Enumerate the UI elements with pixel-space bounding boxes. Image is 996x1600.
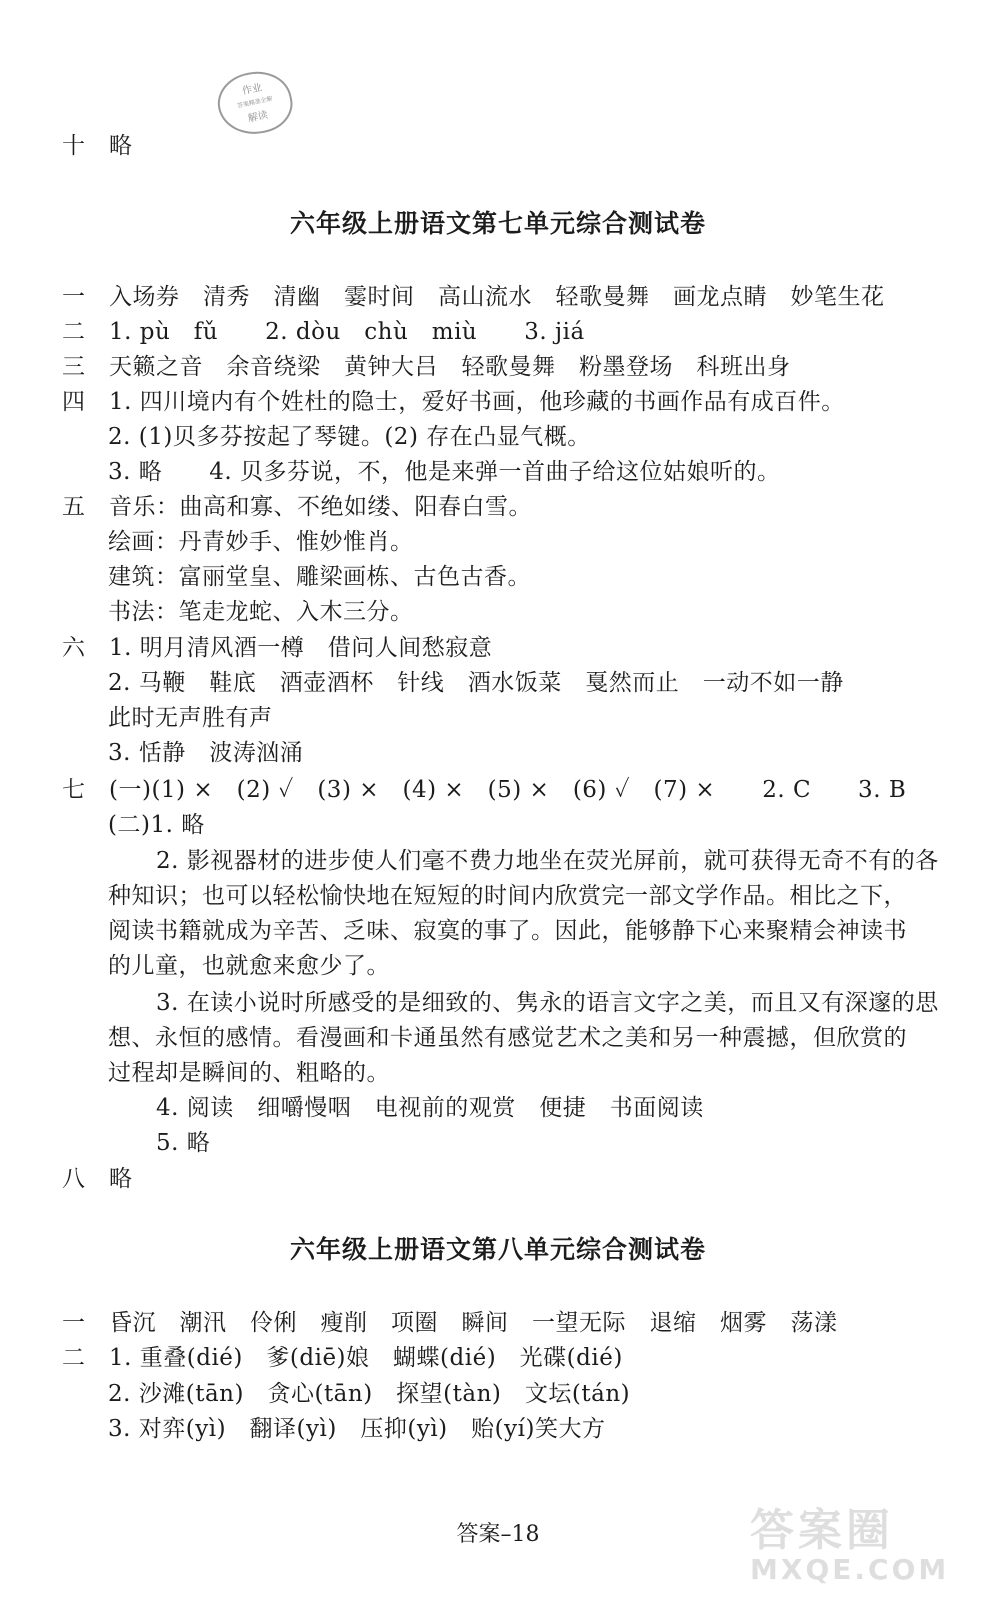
answer-line: 的儿童，也就愈来愈少了。 [108,953,390,979]
answer-line: 六 1. 明月清风酒一樽 借问人间愁寂意 [62,635,493,661]
stamp-text-bottom: 解读 [247,109,269,125]
answer-line: 2. 影视器材的进步使人们毫不费力地坐在荧光屏前，就可获得无奇不有的各 [156,848,939,874]
answer-line: 2. 马鞭 鞋底 酒壶酒杯 针线 酒水饭菜 戛然而止 一动不如一静 [108,670,844,696]
answer-line: 八 略 [62,1166,133,1192]
answer-line: 3. 在读小说时所感受的是细致的、隽永的语言文字之美，而且又有深邃的思 [156,990,939,1016]
page-number: 答案–18 [456,1522,540,1547]
answer-line: 3. 略 4. 贝多芬说，不，他是来弹一首曲子给这位姑娘听的。 [108,459,781,485]
section-title-unit-8: 六年级上册语文第八单元综合测试卷 [289,1235,706,1264]
watermark-logo-text: 答案圈 [750,1505,894,1556]
answer-line: 此时无声胜有声 [108,705,273,731]
answer-line: 3. 恬静 波涛汹涌 [108,740,304,766]
answer-line: 二 1. pù fǔ 2. dòu chù miù 3. jiá [62,319,585,345]
answer-line: 3. 对弈(yì) 翻译(yì) 压抑(yì) 贻(yí)笑大方 [108,1416,606,1442]
answer-line: 种知识；也可以轻松愉快地在短短的时间内欣赏完一部文学作品。相比之下， [108,883,907,909]
site-watermark [750,1506,980,1586]
answer-line: 4. 阅读 细嚼慢咽 电视前的观赏 便捷 书面阅读 [156,1095,704,1121]
watermark-url-text: MXQE.COM [750,1553,950,1586]
answer-line: 四 1. 四川境内有个姓杜的隐士，爱好书画，他珍藏的书画作品有成百件。 [62,389,845,415]
answer-line: (二)1. 略 [108,812,205,838]
section-title-unit-7: 六年级上册语文第七单元综合测试卷 [289,209,706,238]
answer-line: 绘画：丹青妙手、惟妙惟肖。 [108,529,414,555]
answer-line: 三 天籁之音 余音绕梁 黄钟大吕 轻歌曼舞 粉墨登场 科班出身 [62,354,791,380]
answer-line: 五 音乐：曲高和寡、不绝如缕、阳春白雪。 [62,494,532,520]
answer-line: 一 昏沉 潮汛 伶俐 瘦削 项圈 瞬间 一望无际 退缩 烟雾 荡漾 [62,1310,838,1336]
answer-line: 2. (1)贝多芬按起了琴键。(2) 存在凸显气概。 [108,424,591,450]
answer-line: 七 (一)(1) × (2) ✓ (3) × (4) × (5) × (6) ✓ (7) × 2. C 3. B [62,777,907,803]
answer-line: 一 入场券 清秀 清幽 霎时间 高山流水 轻歌曼舞 画龙点睛 妙笔生花 [62,284,885,310]
answer-line: 十 略 [62,133,133,159]
answer-line: 二 1. 重叠(dié) 爹(diē)娘 蝴蝶(dié) 光碟(dié) [62,1345,623,1371]
stamp-text-middle: 答案精准全解 [236,95,274,110]
answer-line: 阅读书籍就成为辛苦、乏味、寂寞的事了。因此，能够静下心来聚精会神读书 [108,918,907,944]
answer-line: 书法：笔走龙蛇、入木三分。 [108,599,414,625]
answer-line: 5. 略 [156,1130,211,1156]
answer-line: 想、永恒的感情。看漫画和卡通虽然有感觉艺术之美和另一种震撼，但欣赏的 [108,1025,907,1051]
corner-stamp [212,65,297,141]
answer-line: 过程却是瞬间的、粗略的。 [108,1060,390,1086]
answer-line: 2. 沙滩(tān) 贪心(tān) 探望(tàn) 文坛(tán) [108,1381,631,1407]
stamp-text-top: 作业 [241,82,264,98]
answer-line: 建筑：富丽堂皇、雕梁画栋、古色古香。 [108,564,531,590]
